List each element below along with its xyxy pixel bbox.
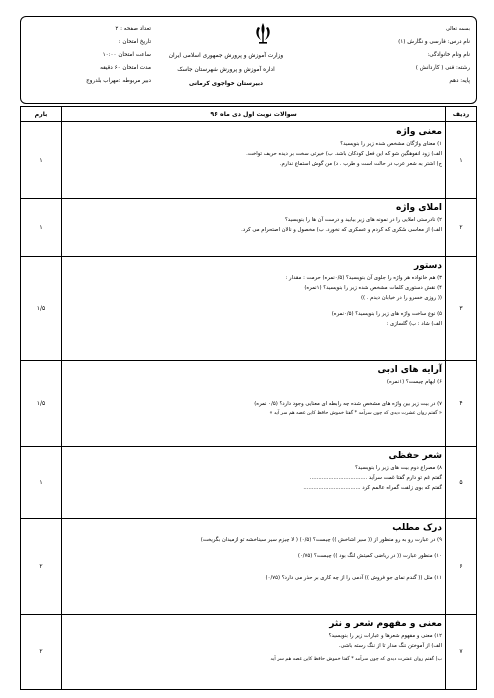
section-number: ۳ <box>445 256 476 360</box>
header-right-line: نام درس: فارسی و نگارش (۱) <box>398 39 470 45</box>
question-line: ۵) نوع ساخت واژه های زیر را بنویسید؟ (۰/۵نمره) <box>331 311 442 317</box>
section-score: ۱ <box>21 198 62 256</box>
section-title: معنی و مفهوم شعر و نثر <box>329 619 442 629</box>
question-line: ب) گفتم روان عشرت دیدی که چون سرآمد * گفتا خموش حافظ کاین غصه هم سر آید <box>270 657 442 662</box>
section-title: معنی واژه <box>396 127 442 137</box>
section-number: ۷ <box>445 614 476 689</box>
section-meaning <box>21 122 476 199</box>
section-body <box>65 259 442 329</box>
section-score: ۱ <box>21 446 62 518</box>
col-score-label: بارم <box>34 110 48 118</box>
section-body <box>65 201 442 235</box>
section-meaning-concept <box>21 614 476 689</box>
col-num-label: ردیف <box>452 110 470 118</box>
question-line: الف) از آموختن ننگ مدار تا از ننگ رسته باشی. <box>338 643 442 649</box>
section-comprehension <box>21 518 476 615</box>
section-score: ۲ <box>21 518 62 614</box>
header-left-line: دبیر مربوطه :مهراب بلدروج <box>86 78 151 84</box>
section-body <box>65 363 442 419</box>
question-line: ۲) نادرستی املایی را در نمونه های زیر بیابید و درست آن ها را بنویسید؟ <box>284 217 442 223</box>
ministry-name: وزارت آموزش و پرورش جمهوری اسلامی ایران <box>168 53 284 59</box>
question-line: ۹) در عبارت رو به رو منظور از (( سیر اشاخش )) چیست؟ (۰/۵) ( لا چیزم سیر سیناخشه تو ازمیدان بگریخت) <box>200 537 442 543</box>
department-name: اداره آموزش و پرورش شهرستان جاسک <box>177 67 275 73</box>
header-right-line: نام ونام خانوادگی: <box>427 52 470 58</box>
section-number: ۶ <box>445 518 476 614</box>
question-line: ج) اشتر به شعر عرب در حالت است و طرب . د) من گوش استماع ندارم. <box>279 161 442 167</box>
header-left-line: ساعت امتحان ۱۰:۰۰ <box>102 52 151 58</box>
question-line: ۶) ایهام چیست؟ (۱نمره) <box>386 379 442 385</box>
question-line: (( روزی خسرو را در خیابان دیدم . )) <box>360 295 442 301</box>
col-title-header <box>61 107 446 121</box>
school-name: دبیرستان خواجوی کرمانی <box>188 81 264 87</box>
section-title: درک مطلب <box>392 523 442 533</box>
section-score: ۱/۵ <box>21 360 62 446</box>
col-score-header <box>21 107 62 121</box>
section-number: ۴ <box>445 360 476 446</box>
header-student-info <box>340 23 470 88</box>
section-score: ۱/۵ <box>21 256 62 360</box>
question-line: گفتم که بوی زلفت گمراه عالمم کرد .................................. <box>303 485 442 491</box>
question-line: ۱۱) مثل (( گندم نمای جو فروش )) آدمی را از چه کاری بر حذر می دارد؟ (۰/۷۵) <box>265 575 442 581</box>
question-line: ۷) در بیت زیر بین واژه های مشخص شده چه رابطه ای معنایی وجود دارد؟ (۰/۵ نمره) <box>254 401 442 407</box>
section-memorized-poem <box>21 446 476 519</box>
question-line: الف) از معاسی سُکری که کردم و عسکری که نخورد. ب) مخصول و نالان اصتحرام می کرد. <box>241 227 442 233</box>
section-grammar <box>21 256 476 361</box>
section-title: شعر حفظی <box>388 451 442 461</box>
section-number: ۵ <box>445 446 476 518</box>
question-line: ۴) نقش دستوری کلمات مشخص شده زیر را بنویسید؟ (۱نمره) <box>304 285 442 291</box>
question-line: ۱۲) معنی و مفهوم شعرها و عبارات زیر را بنویسید؟ <box>328 633 442 639</box>
header-right-line: رشته: فنی ( کاردانش ) <box>415 65 470 71</box>
section-body <box>65 125 442 169</box>
question-line: ۱۰) منظور عبارت (( در ریاضی کمیتش لنگ بود )) چیست؟ (۰/۷۵) <box>297 553 442 559</box>
section-title: املای واژه <box>395 203 442 213</box>
section-body <box>65 449 442 493</box>
questions-table <box>20 106 477 690</box>
header-left-line: تعداد صفحه : ۲ <box>115 26 151 32</box>
header-institution <box>126 49 326 91</box>
header-left-line: مدت امتحان ۶۰ دقیقه <box>100 65 151 71</box>
section-body <box>65 617 442 665</box>
section-number: ۱ <box>445 122 476 198</box>
iran-emblem-icon <box>252 21 274 47</box>
exam-header <box>20 16 477 104</box>
question-line: گفتم غم تو دارم گفتا غمت سرآید .................................. <box>309 475 442 481</box>
section-body <box>65 521 442 583</box>
section-score: ۲ <box>21 614 62 689</box>
question-line: « گفتم روان عشرت دیدی که چون سرآمد * گفتا خموش حافظ کاین غصه هم سر آید » <box>269 411 442 416</box>
section-number: ۲ <box>445 198 476 256</box>
header-exam-info <box>31 23 151 88</box>
section-spelling <box>21 198 476 257</box>
col-num-header <box>445 107 476 121</box>
section-score: ۱ <box>21 122 62 198</box>
col-title-label: سوالات نوبت اول دی ماه ۹۶ <box>210 110 297 118</box>
section-title: دستور <box>414 261 442 271</box>
section-literary-devices <box>21 360 476 447</box>
question-line: ۱) معنای واژگان مشخص شده زیر را بنویسید؟ <box>340 141 442 147</box>
question-line: ۸) مصراع دوم بیت های زیر را بنویسید؟ <box>355 465 442 471</box>
question-line: ۳) هم خانواده هر واژه را جلوی آن بنویسید؟ (۰/۵نمره) حرمت : مقدار : <box>285 275 442 281</box>
header-right-line: پایه: دهم <box>449 78 470 84</box>
question-line: الف) شاد : ب) گلسازی : <box>386 321 442 327</box>
header-left-line: تاریخ امتحان : <box>118 39 151 45</box>
header-right-line: بسمه تعالی <box>445 26 470 32</box>
table-header <box>21 107 476 122</box>
question-line: الف) زود انفوهگین شو که این فعل کودکان باشد. ب) خیرتی سخت بر دیده حریف تواخت. <box>246 151 442 157</box>
section-title: آرایه های ادبی <box>377 365 442 375</box>
